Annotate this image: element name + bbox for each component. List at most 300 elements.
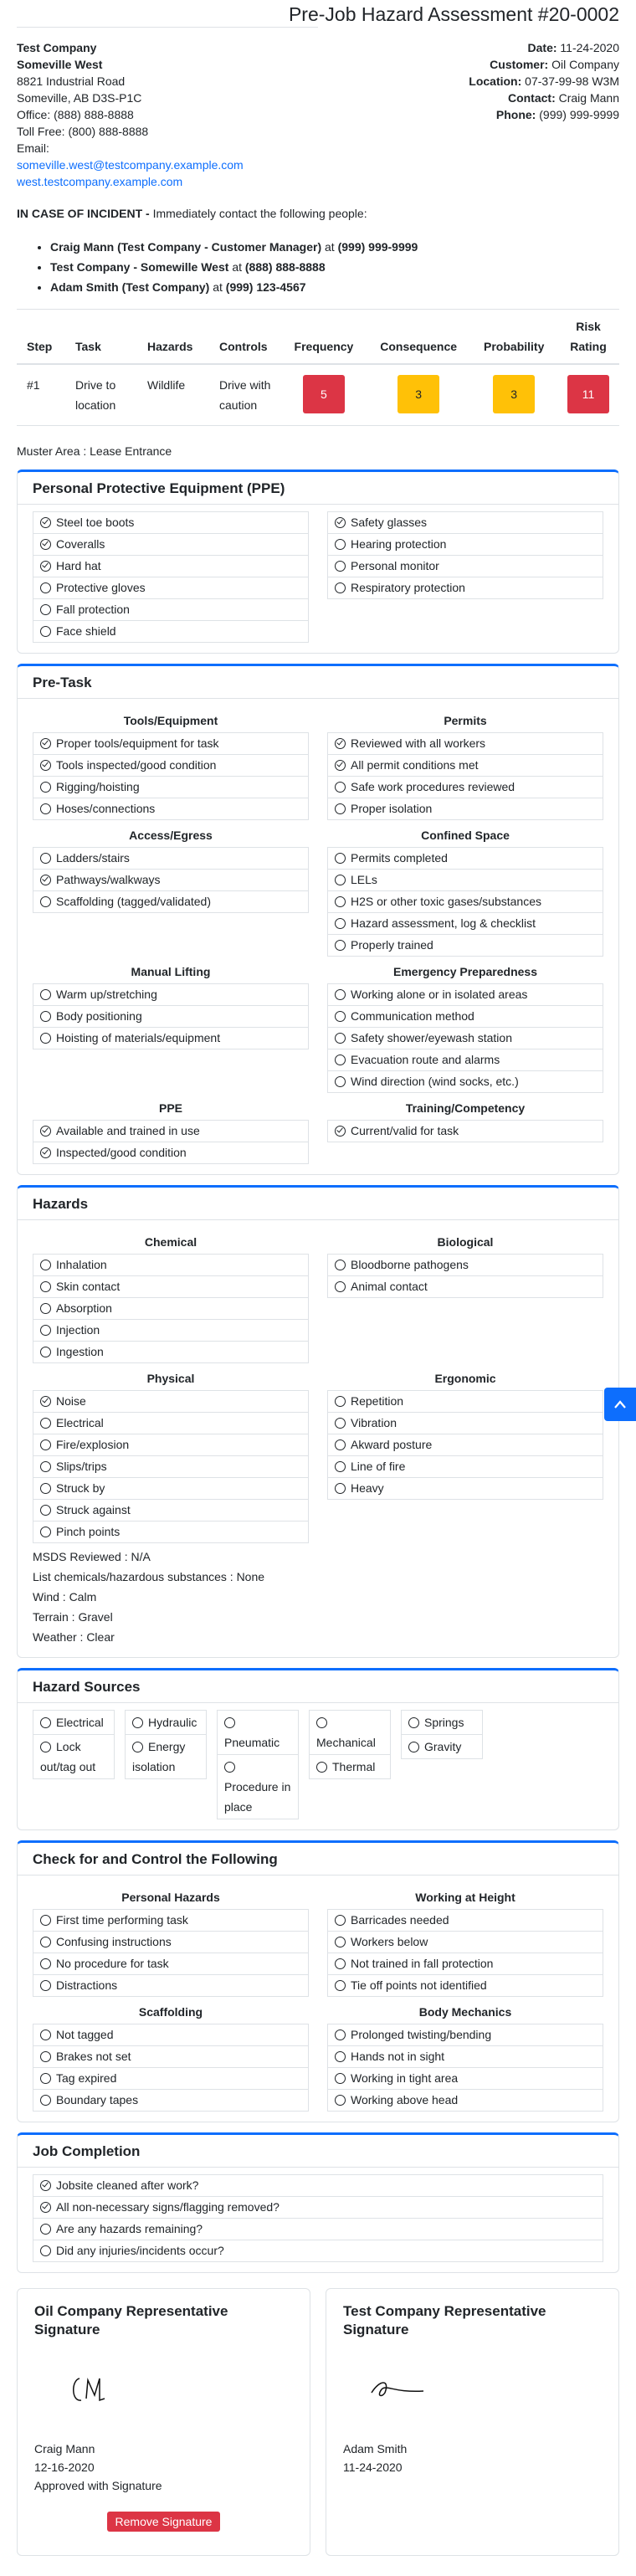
checklist-item[interactable] [327,511,603,534]
checklist-item[interactable] [125,1734,207,1779]
checklist-item-label: Steel toe boots [56,516,135,529]
checklist-item[interactable] [327,798,603,820]
checklist-item-label: Are any hazards remaining? [56,2222,203,2235]
company-email-label: Email: [17,141,49,155]
col-hazards: Hazards [137,310,209,365]
checklist-item[interactable] [327,1070,603,1093]
checklist [327,983,603,1093]
col-task: Task [65,310,137,365]
cell-hazards: Wildlife [137,364,209,426]
checklist-item-label: Brakes not set [56,2050,131,2063]
hazard-sources-grid [33,1710,603,1819]
checklist-item[interactable] [33,2174,603,2197]
hazard-sources-title: Hazard Sources [33,1679,141,1695]
checklist-item[interactable] [327,890,603,913]
checklist-item-label: Energy isolation [132,1740,186,1773]
checklist-item[interactable] [327,847,603,870]
checklist-item[interactable] [33,1455,309,1478]
checklist-group [33,1997,309,2112]
circle-icon [40,1937,51,1947]
chemicals-list: List chemicals/hazardous substances : None [33,1570,265,1583]
checklist-item[interactable] [33,1027,309,1049]
checklist-item-label: Slips/trips [56,1460,107,1473]
checklist-group [327,1227,603,1363]
checklist-item[interactable] [33,2218,603,2240]
incident-text: Immediately contact the following people: [152,207,367,220]
group-heading: Body Mechanics [418,2005,512,2019]
ppe-title: Personal Protective Equipment (PPE) [33,480,285,496]
circle-icon [40,1742,51,1752]
circle-icon [40,1958,51,1969]
signature-image [34,2339,293,2440]
circle-icon [335,1281,346,1292]
checklist-item-label: Struck by [56,1481,105,1495]
test-company-signature-card [326,2288,619,2556]
completion-card [17,2132,619,2273]
checklist-item[interactable] [327,2045,603,2068]
section-row [33,706,603,820]
check-circle-icon [40,517,51,528]
checklist [327,1254,603,1298]
checklist-item-label: Proper tools/equipment for task [56,736,219,750]
checklist [327,1909,603,1997]
company-tollfree: Toll Free: (800) 888-8888 [17,125,149,138]
circle-icon [335,1055,346,1065]
oil-company-signature-card [17,2288,310,2556]
checklist-item-label: Electrical [56,1416,104,1429]
incident-contact: • Adam Smith (Test Company) at (999) 123-4567 [50,277,619,297]
incident-contact: • Craig Mann (Test Company - Customer Manager) at (999) 999-9999 [50,237,619,257]
checklist-item-label: Properly trained [351,938,433,952]
circle-icon [335,539,346,550]
circle-icon [335,1396,346,1407]
terrain: Terrain : Gravel [33,1610,113,1624]
circle-icon [40,853,51,864]
signer-name: Adam Smith [343,2442,408,2455]
checklist-item-label: Safety glasses [351,516,428,529]
page-title: Pre-Job Hazard Assessment #20-0002 [288,3,619,25]
checklist-group [327,1882,603,1997]
checklist-item[interactable] [33,1390,309,1413]
checklist-item[interactable] [33,1297,309,1320]
checklist-item-label: No procedure for task [56,1957,169,1970]
circle-icon [316,1717,327,1728]
checklist-item[interactable] [327,1931,603,1953]
circle-icon [224,1762,235,1773]
checklist-group [327,1093,603,1164]
signature-title: Oil Company Representative Signature [34,2303,228,2337]
col-step: Step [17,310,65,365]
col-risk-rating: Risk Rating [557,310,619,365]
checklist [33,732,309,820]
hazards-card [17,1185,619,1658]
remove-signature-button[interactable]: Remove Signature [107,2512,221,2532]
checklist-item-label: Absorption [56,1301,112,1315]
assessment-table [17,309,619,426]
circle-icon [335,1033,346,1044]
checklist-item-label: Did any injuries/incidents occur? [56,2244,224,2257]
checklist-item[interactable] [327,533,603,556]
cell-controls: Drive with caution [209,364,281,426]
check-circle-icon [40,539,51,550]
checklist-item-label: Springs [424,1716,464,1729]
circle-icon [40,2051,51,2062]
circle-icon [40,2073,51,2084]
checklist-item-label: Barricades needed [351,1913,449,1927]
checklist-item-label: Evacuation route and alarms [351,1053,500,1066]
checklist-item[interactable] [33,1931,309,1953]
checklist-item[interactable] [33,1319,309,1342]
signature-status: Approved with Signature [34,2479,162,2492]
circle-icon [40,582,51,593]
signature-drawing [368,2373,427,2406]
circle-icon [335,940,346,951]
checklist-item[interactable] [33,869,309,891]
checklist-group [327,957,603,1093]
phone-value: (999) 999-9999 [539,108,619,121]
checklist-item[interactable] [327,754,603,777]
circle-icon [335,1260,346,1270]
checklist-item[interactable] [327,869,603,891]
check-circle-icon [40,760,51,771]
checklist-item-label: Vibration [351,1416,398,1429]
checklist-group [33,1363,309,1543]
company-office-phone: Office: (888) 888-8888 [17,108,134,121]
checklist-item-label: Confusing instructions [56,1935,172,1948]
checklist-item-label: Communication method [351,1009,474,1023]
checklist-item[interactable] [327,1953,603,1975]
checklist-item-label: Pneumatic [224,1736,280,1749]
checklist-item[interactable] [327,732,603,755]
checklist-item-label: Struck against [56,1503,131,1516]
ppe-left-list [33,511,309,643]
section-row [33,1882,603,1997]
checklist-item[interactable] [401,1734,483,1759]
checklist-item[interactable] [327,577,603,599]
checklist-item-label: Coveralls [56,537,105,551]
date-value: 11-24-2020 [560,41,619,54]
checklist-item-label: Reviewed with all workers [351,736,486,750]
circle-icon [335,803,346,814]
circle-icon [40,803,51,814]
contact-value: Craig Mann [558,91,619,105]
checklist-item[interactable] [401,1710,483,1735]
circle-icon [335,1011,346,1022]
checklist-item[interactable] [33,1710,115,1735]
checklist-item[interactable] [33,2045,309,2068]
checklist-item-label: First time performing task [56,1913,188,1927]
control-grid [33,1882,603,2112]
checklist-item-label: Permits completed [351,851,448,865]
checklist-item[interactable] [327,934,603,957]
group-heading: Personal Hazards [121,1891,220,1904]
circle-icon [40,604,51,615]
checklist-item[interactable] [33,1142,309,1164]
wind: Wind : Calm [33,1590,97,1604]
customer-label: Customer: [490,58,549,71]
checklist-group [33,1227,309,1363]
checklist-item-label: Scaffolding (tagged/validated) [56,895,211,908]
checklist-item[interactable] [33,1521,309,1543]
circle-icon [335,782,346,793]
checklist-item-label: Hoses/connections [56,802,156,815]
check-circle-icon [40,875,51,885]
checklist-item[interactable] [327,1120,603,1142]
circle-icon [40,1527,51,1537]
location-label: Location: [469,74,522,88]
group-heading: Training/Competency [405,1101,526,1115]
checklist-item[interactable] [33,1254,309,1276]
checklist-item[interactable] [327,555,603,577]
section-row [33,1227,603,1363]
company-website-link[interactable]: west.testcompany.example.com [17,175,183,188]
signer-name: Craig Mann [34,2442,95,2455]
checklist-item-label: Inhalation [56,1258,107,1271]
signed-date: 11-24-2020 [343,2461,403,2474]
checklist-item[interactable] [33,598,309,621]
checklist [327,1120,603,1142]
company-info [17,39,244,190]
checklist-item[interactable] [33,798,309,820]
checklist-item[interactable] [33,620,309,643]
checklist-item[interactable] [33,1734,115,1779]
checklist-item[interactable] [327,1909,603,1932]
checklist-item-label: Heavy [351,1481,384,1495]
checklist-item[interactable] [309,1754,391,1779]
circle-icon [335,561,346,572]
hazards-info [33,1547,603,1647]
group-heading: Biological [437,1235,494,1249]
checklist-item[interactable] [33,2089,309,2112]
group-heading: Ergonomic [434,1372,496,1385]
check-circle-icon [335,517,346,528]
checklist-item[interactable] [327,1434,603,1456]
checklist-item[interactable] [327,1049,603,1071]
circle-icon [40,1439,51,1450]
control-title: Check for and Control the Following [33,1851,278,1867]
check-circle-icon [40,2180,51,2191]
circle-icon [40,1325,51,1336]
checklist-item[interactable] [33,1005,309,1028]
checklist-item-label: Repetition [351,1394,404,1408]
checklist-item[interactable] [217,1754,299,1819]
checklist-item[interactable] [33,533,309,556]
checklist-item[interactable] [327,2024,603,2046]
checklist-item-label: Hearing protection [351,537,447,551]
group-heading: Working at Height [415,1891,515,1904]
circle-icon [335,1483,346,1494]
checklist-item[interactable] [125,1710,207,1735]
job-info [469,39,619,190]
circle-icon [40,1505,51,1516]
check-circle-icon [335,1126,346,1137]
checklist-item-label: Current/valid for task [351,1124,459,1137]
location-value: 07-37-99-98 W3M [525,74,619,88]
checklist-item[interactable] [33,1499,309,1521]
checklist-item[interactable] [33,1477,309,1500]
checklist-item[interactable] [327,1477,603,1500]
ppe-card [17,470,619,654]
circle-icon [335,896,346,907]
customer-value: Oil Company [551,58,619,71]
checklist-item[interactable] [327,1005,603,1028]
checklist-group [327,1997,603,2112]
checklist-item[interactable] [33,847,309,870]
group-heading: Physical [146,1372,195,1385]
checklist-item[interactable] [309,1710,391,1755]
checklist-item[interactable] [327,2089,603,2112]
checklist-item[interactable] [33,890,309,913]
checklist-item-label: Electrical [56,1716,104,1729]
check-circle-icon [40,1396,51,1407]
checklist-item[interactable] [33,2024,309,2046]
checklist-item[interactable] [33,2196,603,2219]
circle-icon [335,918,346,929]
circle-icon [335,582,346,593]
checklist-group [327,1363,603,1543]
circle-icon [40,1915,51,1926]
checklist-item[interactable] [327,912,603,935]
checklist-item[interactable] [33,1120,309,1142]
checklist-item[interactable] [33,2240,603,2262]
checklist-item-label: Personal monitor [351,559,439,572]
checklist-item[interactable] [33,1953,309,1975]
checklist-item-label: Ladders/stairs [56,851,130,865]
checklist-item[interactable] [327,1412,603,1434]
col-probability: Probability [470,310,557,365]
circle-icon [40,1281,51,1292]
circle-icon [335,1439,346,1450]
signature-title: Test Company Representative Signature [343,2303,546,2337]
checklist-item[interactable] [33,983,309,1006]
checklist-item-label: LELs [351,873,377,886]
checklist-item[interactable] [217,1710,299,1755]
group-heading: Manual Lifting [131,965,211,978]
date-label: Date: [527,41,557,54]
checklist-item-label: Not tagged [56,2028,114,2041]
completion-list [33,2174,603,2262]
circle-icon [335,989,346,1000]
incident-contacts [17,237,619,297]
checklist-item-label: Wind direction (wind socks, etc.) [351,1075,519,1088]
checklist-item[interactable] [33,1434,309,1456]
checklist-item[interactable] [33,577,309,599]
checklist-item-label: Body positioning [56,1009,142,1023]
circle-icon [335,1915,346,1926]
group-heading: Chemical [144,1235,197,1249]
checklist-item-label: Warm up/stretching [56,988,157,1001]
section-row [33,1093,603,1164]
checklist-item[interactable] [33,754,309,777]
checklist-item-label: Animal contact [351,1280,428,1293]
checklist-item[interactable] [327,1027,603,1049]
checklist-item-label: Ingestion [56,1345,104,1358]
checklist-item[interactable] [327,2067,603,2090]
checklist-group [327,820,603,957]
hazard-sources-col [309,1710,391,1819]
checklist-item[interactable] [33,1974,309,1997]
circle-icon [40,1347,51,1357]
circle-icon [40,1980,51,1991]
checklist-item[interactable] [33,1341,309,1363]
checklist-group [33,706,309,820]
checklist-item[interactable] [33,732,309,755]
company-name: Test Company [17,41,97,54]
check-circle-icon [40,2202,51,2213]
checklist [33,847,309,913]
col-controls: Controls [209,310,281,365]
circle-icon [40,2245,51,2256]
checklist [33,2024,309,2112]
circle-icon [335,1937,346,1947]
checklist-item[interactable] [327,1275,603,1298]
scroll-top-button[interactable] [604,1388,636,1421]
checklist-item-label: Not trained in fall protection [351,1957,494,1970]
checklist-item-label: Jobsite cleaned after work? [56,2178,199,2192]
circle-icon [335,2095,346,2106]
incident-label: IN CASE OF INCIDENT - [17,207,150,220]
hazard-sources-col [401,1710,483,1819]
checklist-item[interactable] [33,1909,309,1932]
circle-icon [40,896,51,907]
checklist-item[interactable] [327,983,603,1006]
chevron-up-icon [613,1399,627,1409]
company-email-link[interactable]: someville.west@testcompany.example.com [17,158,244,172]
checklist-group [33,1882,309,1997]
checklist-item-label: Rigging/hoisting [56,780,140,793]
checklist-item[interactable] [33,511,309,534]
circle-icon [132,1742,143,1752]
col-frequency: Frequency [281,310,367,365]
checklist-item[interactable] [327,776,603,798]
checklist-item-label: Workers below [351,1935,428,1948]
pretask-card [17,664,619,1175]
checklist-item-label: Working above head [351,2093,459,2106]
checklist-item[interactable] [327,1390,603,1413]
group-heading: Access/Egress [129,829,213,842]
checklist-item-label: Hydraulic [148,1716,197,1729]
hazard-sources-col [33,1710,115,1819]
checklist-item[interactable] [33,2067,309,2090]
checklist-item[interactable] [327,1254,603,1276]
check-circle-icon [335,738,346,749]
signed-date: 12-16-2020 [34,2461,95,2474]
checklist-item-label: Skin contact [56,1280,121,1293]
circle-icon [335,853,346,864]
checklist-item[interactable] [33,776,309,798]
completion-title: Job Completion [33,2143,141,2159]
checklist-item-label: Fall protection [56,603,130,616]
checklist-item[interactable] [327,1455,603,1478]
hazards-title: Hazards [33,1196,89,1212]
checklist-item-label: Inspected/good condition [56,1146,187,1159]
checklist-item-label: Prolonged twisting/bending [351,2028,492,2041]
signature-image [343,2339,602,2440]
checklist-item[interactable] [327,1974,603,1997]
check-circle-icon [40,1147,51,1158]
checklist-item-label: H2S or other toxic gases/substances [351,895,542,908]
group-heading: Permits [444,714,487,727]
checklist-item-label: Available and trained in use [56,1124,200,1137]
checklist-item-label: Lock out/tag out [40,1740,96,1773]
circle-icon [335,2051,346,2062]
checklist-item[interactable] [33,1275,309,1298]
checklist-item-label: Mechanical [316,1736,376,1749]
checklist-item-label: Boundary tapes [56,2093,139,2106]
checklist-item[interactable] [33,555,309,577]
checklist-group [33,1093,309,1164]
checklist-item[interactable] [33,1412,309,1434]
